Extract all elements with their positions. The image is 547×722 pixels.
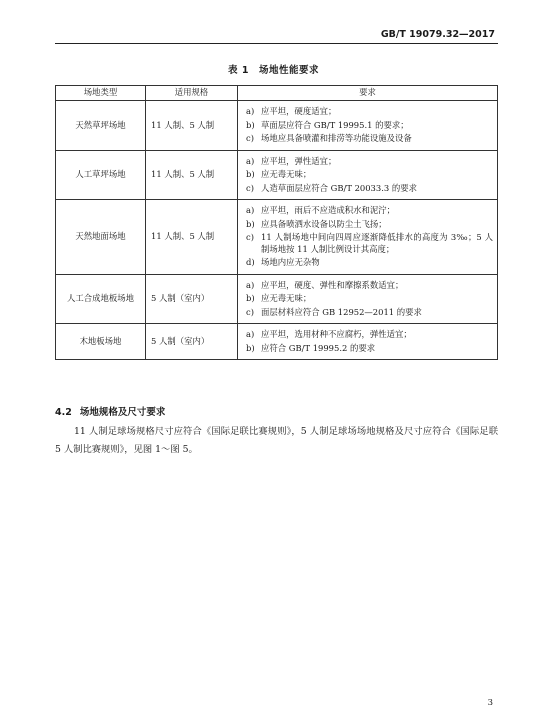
requirement-item — [246, 205, 493, 217]
requirement-text: 面层材料应符合 GB 12952—2011 的要求 — [261, 306, 422, 317]
requirement-item — [246, 232, 493, 255]
requirements-cell — [238, 274, 498, 324]
header-requirements: 要求 — [238, 86, 498, 101]
requirement-text: 11 人制场地中间向四周应逐渐降低排水的高度为 3‰；5 人制场地按 11 人制比例设计其高度； — [261, 232, 493, 254]
requirement-text: 应平坦，雨后不应造成积水和泥泞； — [261, 205, 395, 215]
requirement-item — [246, 280, 493, 292]
requirement-text: 应无毒无味； — [261, 293, 312, 303]
requirement-letter: b) — [246, 342, 255, 353]
requirement-item — [246, 106, 493, 118]
requirement-text: 应平坦，硬度、弹性和摩擦系数适宜； — [261, 279, 404, 290]
field-type-cell: 天然草坪场地 — [56, 101, 146, 151]
requirement-text: 草面层应符合 GB/T 19995.1 的要求； — [261, 119, 409, 130]
section-title: 场地规格及尺寸要求 — [79, 407, 166, 418]
requirement-letter: a) — [246, 279, 255, 290]
requirement-letter: c) — [246, 182, 254, 193]
requirement-letter: b) — [246, 218, 255, 229]
standard-number: GB/T 19079.32—2017 — [380, 29, 495, 40]
requirement-item — [246, 156, 493, 168]
requirement-text: 场地应具备喷灌和排涝等功能设施及设备 — [261, 133, 412, 143]
table-row — [56, 200, 498, 275]
requirement-letter: c) — [246, 306, 254, 317]
field-type-cell: 天然地面场地 — [56, 200, 146, 275]
requirements-cell — [238, 200, 498, 275]
applicable-size-cell: 5 人制（室内） — [146, 274, 238, 324]
table-row — [56, 274, 498, 324]
table-row — [56, 324, 498, 360]
requirement-item — [246, 329, 493, 341]
requirement-letter: a) — [246, 106, 255, 116]
applicable-size-cell: 11 人制、5 人制 — [146, 101, 238, 151]
requirement-text: 应平坦，选用材种不应腐朽，弹性适宜； — [261, 329, 412, 339]
header-applicable-size: 适用规格 — [146, 86, 238, 101]
body-paragraph: 11 人制足球场规格尺寸应符合《国际足联比赛规则》，5 人制足球场场地规格及尺寸应符合《国际足联 5 人制比赛规则》，见图 1～图 5。 — [55, 426, 498, 455]
requirement-text: 应平坦，弹性适宜； — [261, 155, 337, 166]
requirement-item — [246, 293, 493, 305]
requirement-letter: b) — [246, 119, 255, 130]
requirement-item — [246, 183, 493, 195]
applicable-size-cell: 5 人制（室内） — [146, 324, 238, 360]
requirement-item — [246, 219, 493, 231]
requirements-cell — [238, 324, 498, 360]
table-row — [56, 150, 498, 200]
requirement-letter: b) — [246, 293, 255, 303]
requirements-table — [55, 85, 498, 360]
table-caption: 表 1 场地性能要求 — [228, 65, 319, 76]
requirement-item — [246, 343, 493, 355]
requirement-letter: a) — [246, 205, 255, 215]
section-number: 4.2 — [55, 407, 72, 418]
requirement-letter: c) — [246, 133, 254, 143]
requirement-letter: a) — [246, 329, 255, 339]
page-number: 3 — [487, 698, 493, 708]
requirement-letter: a) — [246, 155, 255, 166]
section-heading — [55, 404, 165, 418]
requirement-item — [246, 120, 493, 132]
requirement-item — [246, 307, 493, 319]
requirement-item — [246, 257, 493, 269]
requirement-text: 人造草面层应符合 GB/T 20033.3 的要求 — [261, 182, 417, 193]
requirement-item — [246, 133, 493, 145]
requirements-cell — [238, 150, 498, 200]
requirement-text: 应具备喷洒水设备以防尘土飞扬； — [261, 218, 387, 229]
requirement-text: 应符合 GB/T 19995.2 的要求 — [261, 342, 376, 353]
requirement-text: 应无毒无味； — [261, 169, 312, 179]
field-type-cell: 人工草坪场地 — [56, 150, 146, 200]
requirement-text: 应平坦，硬度适宜； — [261, 106, 337, 116]
requirement-item — [246, 169, 493, 181]
requirement-letter: b) — [246, 169, 255, 179]
requirement-text: 场地内应无杂物 — [261, 257, 320, 267]
applicable-size-cell: 11 人制、5 人制 — [146, 200, 238, 275]
table-row — [56, 101, 498, 151]
header-rule — [55, 43, 498, 44]
header-field-type: 场地类型 — [56, 86, 146, 101]
field-type-cell: 人工合成地板场地 — [56, 274, 146, 324]
requirement-letter: c) — [246, 232, 254, 242]
requirement-letter: d) — [246, 257, 255, 267]
applicable-size-cell: 11 人制、5 人制 — [146, 150, 238, 200]
field-type-cell: 木地板场地 — [56, 324, 146, 360]
requirements-cell — [238, 101, 498, 151]
table-header-row — [56, 86, 498, 101]
